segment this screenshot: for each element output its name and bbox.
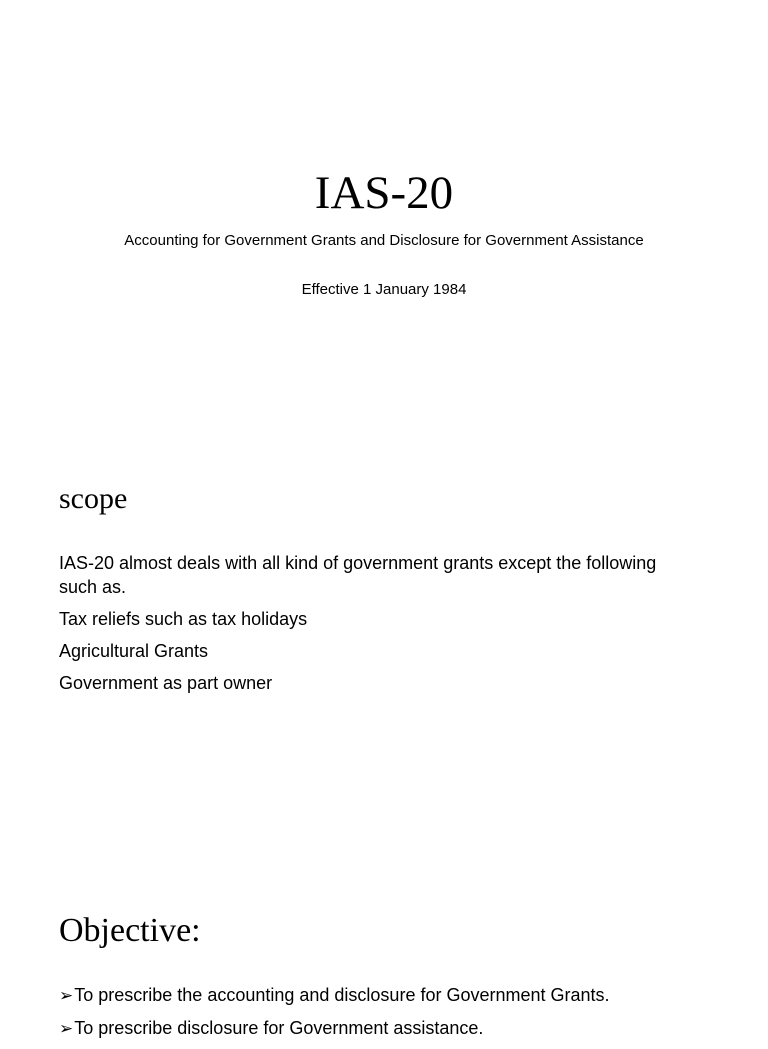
objective-item-text: To prescribe disclosure for Government assistance. bbox=[74, 1018, 484, 1038]
scope-item: Agricultural Grants bbox=[59, 641, 209, 661]
objective-list bbox=[59, 983, 699, 1049]
scope-item: Tax reliefs such as tax holidays bbox=[59, 609, 308, 629]
scope-heading: scope bbox=[59, 482, 128, 515]
scope-item: IAS-20 almost deals with all kind of government grants except the following such as. bbox=[59, 553, 657, 597]
objective-item bbox=[59, 1016, 699, 1041]
objective-item-text: To prescribe the accounting and disclosure for Government Grants. bbox=[74, 985, 610, 1005]
effective-date: Effective 1 January 1984 bbox=[301, 281, 467, 298]
objective-heading: Objective: bbox=[59, 912, 201, 949]
arrow-bullet-icon: ➢ bbox=[59, 1019, 74, 1038]
scope-item: Government as part owner bbox=[59, 673, 273, 693]
objective-item bbox=[59, 983, 699, 1008]
arrow-bullet-icon: ➢ bbox=[59, 986, 74, 1005]
slide-title: IAS-20 bbox=[314, 167, 454, 219]
slide-subtitle: Accounting for Government Grants and Disclosure for Government Assistance bbox=[124, 232, 644, 249]
scope-list bbox=[59, 551, 699, 703]
